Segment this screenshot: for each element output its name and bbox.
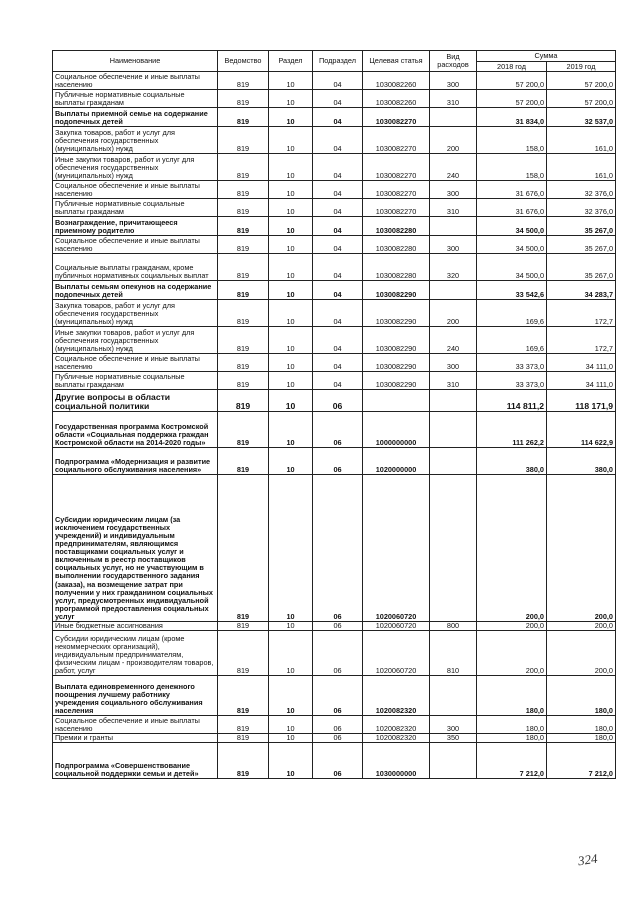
row-value-2018: 200,0 [477, 622, 547, 631]
row-value-2018: 7 212,0 [477, 743, 547, 779]
row-kind: 200 [430, 300, 477, 327]
row-value-2019: 161,0 [547, 127, 616, 154]
table-row [53, 622, 616, 631]
row-kind [430, 217, 477, 236]
row-subsection: 04 [313, 108, 363, 127]
row-kind: 240 [430, 327, 477, 354]
table-row [53, 475, 616, 622]
table-row [53, 743, 616, 779]
row-target: 1030082270 [363, 154, 430, 181]
row-dept: 819 [218, 217, 269, 236]
row-dept: 819 [218, 354, 269, 372]
row-kind: 310 [430, 90, 477, 108]
row-kind: 300 [430, 236, 477, 254]
row-dept: 819 [218, 281, 269, 300]
row-dept: 819 [218, 72, 269, 90]
row-subsection: 04 [313, 254, 363, 281]
row-value-2018: 111 262,2 [477, 412, 547, 448]
row-kind [430, 475, 477, 622]
header-target: Целевая статья [363, 51, 430, 72]
row-subsection: 04 [313, 199, 363, 217]
row-subsection: 04 [313, 217, 363, 236]
row-target: 1030082280 [363, 254, 430, 281]
row-target: 1000000000 [363, 412, 430, 448]
row-value-2019: 114 622,9 [547, 412, 616, 448]
row-value-2018: 33 542,6 [477, 281, 547, 300]
row-target: 1030082280 [363, 217, 430, 236]
table-row [53, 327, 616, 354]
row-subsection: 06 [313, 448, 363, 475]
row-subsection: 04 [313, 354, 363, 372]
row-value-2018: 380,0 [477, 448, 547, 475]
row-section: 10 [269, 631, 313, 676]
row-value-2019: 172,7 [547, 300, 616, 327]
row-subsection: 04 [313, 127, 363, 154]
row-name: Премии и гранты [53, 734, 218, 743]
row-name: Социальное обеспечение и иные выплаты населению [53, 354, 218, 372]
row-section: 10 [269, 412, 313, 448]
row-value-2019: 32 537,0 [547, 108, 616, 127]
row-target: 1030000000 [363, 743, 430, 779]
row-dept: 819 [218, 327, 269, 354]
row-name: Социальное обеспечение и иные выплаты населению [53, 716, 218, 734]
row-name: Социальное обеспечение и иные выплаты населению [53, 181, 218, 199]
row-section: 10 [269, 217, 313, 236]
row-kind: 200 [430, 127, 477, 154]
row-target: 1030082290 [363, 354, 430, 372]
row-kind: 240 [430, 154, 477, 181]
row-section: 10 [269, 327, 313, 354]
row-name: Иные закупки товаров, работ и услуг для обеспечения государственных (муниципальных) нужд [53, 154, 218, 181]
row-dept: 819 [218, 631, 269, 676]
row-subsection: 06 [313, 412, 363, 448]
row-kind [430, 743, 477, 779]
table-row [53, 676, 616, 716]
row-subsection: 06 [313, 734, 363, 743]
row-value-2019: 200,0 [547, 622, 616, 631]
row-name: Выплаты семьям опекунов на содержание подопечных детей [53, 281, 218, 300]
row-name: Публичные нормативные социальные выплаты гражданам [53, 90, 218, 108]
row-subsection: 04 [313, 154, 363, 181]
row-section: 10 [269, 127, 313, 154]
header-2018: 2018 год [477, 62, 547, 72]
row-section: 10 [269, 300, 313, 327]
row-dept: 819 [218, 154, 269, 181]
row-kind: 300 [430, 72, 477, 90]
row-subsection: 06 [313, 622, 363, 631]
row-value-2018: 31 676,0 [477, 199, 547, 217]
row-value-2019: 57 200,0 [547, 72, 616, 90]
table-row [53, 412, 616, 448]
row-kind [430, 390, 477, 412]
header-sum: Сумма [477, 51, 616, 62]
row-target: 1030082270 [363, 199, 430, 217]
row-value-2018: 169,6 [477, 300, 547, 327]
row-section: 10 [269, 72, 313, 90]
row-dept: 819 [218, 622, 269, 631]
table-body [53, 72, 616, 779]
row-section: 10 [269, 390, 313, 412]
row-subsection: 06 [313, 676, 363, 716]
row-target: 1020082320 [363, 734, 430, 743]
row-kind [430, 108, 477, 127]
header-dept: Ведомство [218, 51, 269, 72]
table-row [53, 154, 616, 181]
row-name: Социальное обеспечение и иные выплаты населению [53, 72, 218, 90]
row-kind [430, 281, 477, 300]
header-2019: 2019 год [547, 62, 616, 72]
row-target: 1020060720 [363, 475, 430, 622]
row-dept: 819 [218, 90, 269, 108]
row-dept: 819 [218, 181, 269, 199]
row-value-2018: 31 676,0 [477, 181, 547, 199]
row-target: 1030082290 [363, 300, 430, 327]
row-kind: 810 [430, 631, 477, 676]
row-value-2018: 34 500,0 [477, 236, 547, 254]
row-value-2018: 34 500,0 [477, 217, 547, 236]
row-subsection: 04 [313, 300, 363, 327]
row-value-2018: 200,0 [477, 631, 547, 676]
row-value-2019: 7 212,0 [547, 743, 616, 779]
row-subsection: 04 [313, 281, 363, 300]
row-value-2019: 32 376,0 [547, 181, 616, 199]
row-name: Иные бюджетные ассигнования [53, 622, 218, 631]
row-value-2019: 35 267,0 [547, 254, 616, 281]
row-value-2019: 32 376,0 [547, 199, 616, 217]
row-kind: 320 [430, 254, 477, 281]
row-target: 1020060720 [363, 622, 430, 631]
row-target: 1030082270 [363, 127, 430, 154]
row-kind: 310 [430, 199, 477, 217]
table-row [53, 716, 616, 734]
row-target: 1030082290 [363, 372, 430, 390]
row-value-2019: 34 283,7 [547, 281, 616, 300]
table-row [53, 181, 616, 199]
row-value-2018: 34 500,0 [477, 254, 547, 281]
row-name: Социальные выплаты гражданам, кроме публичных нормативных социальных выплат [53, 254, 218, 281]
row-value-2019: 118 171,9 [547, 390, 616, 412]
table-row [53, 390, 616, 412]
table-row [53, 199, 616, 217]
row-dept: 819 [218, 676, 269, 716]
row-value-2018: 33 373,0 [477, 354, 547, 372]
row-subsection: 06 [313, 475, 363, 622]
row-section: 10 [269, 181, 313, 199]
row-name: Публичные нормативные социальные выплаты гражданам [53, 199, 218, 217]
row-value-2018: 169,6 [477, 327, 547, 354]
row-dept: 819 [218, 448, 269, 475]
row-target: 1020082320 [363, 716, 430, 734]
row-name: Закупка товаров, работ и услуг для обеспечения государственных (муниципальных) нужд [53, 127, 218, 154]
row-value-2018: 57 200,0 [477, 72, 547, 90]
row-value-2018: 158,0 [477, 127, 547, 154]
row-value-2019: 34 111,0 [547, 372, 616, 390]
row-dept: 819 [218, 108, 269, 127]
row-name: Государственная программа Костромской области «Социальная поддержка граждан Костромской области на 2014-2020 годы» [53, 412, 218, 448]
row-subsection: 06 [313, 390, 363, 412]
table-row [53, 372, 616, 390]
row-value-2018: 31 834,0 [477, 108, 547, 127]
row-name: Социальное обеспечение и иные выплаты населению [53, 236, 218, 254]
row-value-2018: 180,0 [477, 676, 547, 716]
row-section: 10 [269, 475, 313, 622]
row-section: 10 [269, 372, 313, 390]
row-subsection: 04 [313, 236, 363, 254]
row-kind: 800 [430, 622, 477, 631]
row-target: 1030082270 [363, 108, 430, 127]
row-subsection: 04 [313, 72, 363, 90]
row-dept: 819 [218, 743, 269, 779]
row-kind: 300 [430, 181, 477, 199]
row-name: Другие вопросы в области социальной политики [53, 390, 218, 412]
row-subsection: 06 [313, 631, 363, 676]
row-section: 10 [269, 716, 313, 734]
row-value-2018: 200,0 [477, 475, 547, 622]
row-name: Подпрограмма «Модернизация и развитие социального обслуживания населения» [53, 448, 218, 475]
row-target: 1020082320 [363, 676, 430, 716]
row-dept: 819 [218, 127, 269, 154]
row-dept: 819 [218, 716, 269, 734]
row-section: 10 [269, 108, 313, 127]
row-dept: 819 [218, 254, 269, 281]
row-name: Выплаты приемной семье на содержание подопечных детей [53, 108, 218, 127]
table-row [53, 354, 616, 372]
row-dept: 819 [218, 236, 269, 254]
row-value-2019: 57 200,0 [547, 90, 616, 108]
row-value-2018: 57 200,0 [477, 90, 547, 108]
row-section: 10 [269, 90, 313, 108]
row-value-2018: 33 373,0 [477, 372, 547, 390]
table-header [53, 51, 616, 72]
header-kind: Вид расходов [430, 51, 477, 72]
row-section: 10 [269, 676, 313, 716]
row-name: Выплата единовременного денежного поощрения лучшему работнику учреждения социального обслуживания населения [53, 676, 218, 716]
row-kind: 350 [430, 734, 477, 743]
row-subsection: 06 [313, 743, 363, 779]
table-row [53, 236, 616, 254]
table-row [53, 127, 616, 154]
row-target: 1030082260 [363, 72, 430, 90]
row-target [363, 390, 430, 412]
row-kind: 300 [430, 716, 477, 734]
row-kind [430, 412, 477, 448]
row-section: 10 [269, 448, 313, 475]
row-section: 10 [269, 281, 313, 300]
row-name: Публичные нормативные социальные выплаты гражданам [53, 372, 218, 390]
row-value-2018: 158,0 [477, 154, 547, 181]
row-name: Подпрограмма «Совершенствование социальной поддержки семьи и детей» [53, 743, 218, 779]
row-value-2019: 172,7 [547, 327, 616, 354]
row-section: 10 [269, 743, 313, 779]
table-row [53, 631, 616, 676]
table-row [53, 734, 616, 743]
row-value-2019: 200,0 [547, 475, 616, 622]
row-dept: 819 [218, 300, 269, 327]
row-kind [430, 448, 477, 475]
row-target: 1030082290 [363, 281, 430, 300]
row-target: 1030082260 [363, 90, 430, 108]
row-target: 1020000000 [363, 448, 430, 475]
row-target: 1030082270 [363, 181, 430, 199]
row-section: 10 [269, 734, 313, 743]
row-section: 10 [269, 154, 313, 181]
header-subsection: Подраздел [313, 51, 363, 72]
row-kind [430, 676, 477, 716]
row-name: Вознаграждение, причитающееся приемному родителю [53, 217, 218, 236]
table-row [53, 108, 616, 127]
table-row [53, 448, 616, 475]
row-section: 10 [269, 622, 313, 631]
row-value-2019: 35 267,0 [547, 217, 616, 236]
row-section: 10 [269, 199, 313, 217]
row-section: 10 [269, 254, 313, 281]
row-value-2019: 34 111,0 [547, 354, 616, 372]
row-subsection: 04 [313, 327, 363, 354]
row-kind: 310 [430, 372, 477, 390]
row-value-2018: 114 811,2 [477, 390, 547, 412]
table-row [53, 90, 616, 108]
row-dept: 819 [218, 372, 269, 390]
row-target: 1030082280 [363, 236, 430, 254]
row-value-2019: 180,0 [547, 716, 616, 734]
row-value-2019: 180,0 [547, 676, 616, 716]
row-subsection: 04 [313, 181, 363, 199]
row-value-2019: 380,0 [547, 448, 616, 475]
row-dept: 819 [218, 734, 269, 743]
row-name: Субсидии юридическим лицам (за исключением государственных учреждений) и индивидуальным предпринимателям, являющимся поставщиками социальных услуг и включенным в реестр поставщиков социальных услуг, но не участвующим в выполнении государственного задания (заказа), на возмещение затрат при получении у них гражданином социальных услуг, предусмотренных индивидуальной программой предоставления социальных услуг [53, 475, 218, 622]
row-section: 10 [269, 236, 313, 254]
row-dept: 819 [218, 199, 269, 217]
page-mark: 324 [576, 850, 599, 869]
row-value-2019: 180,0 [547, 734, 616, 743]
row-dept: 819 [218, 475, 269, 622]
row-kind: 300 [430, 354, 477, 372]
table-row [53, 300, 616, 327]
row-dept: 819 [218, 412, 269, 448]
row-target: 1030082290 [363, 327, 430, 354]
table-row [53, 254, 616, 281]
header-section: Раздел [269, 51, 313, 72]
row-dept: 819 [218, 390, 269, 412]
row-subsection: 06 [313, 716, 363, 734]
row-target: 1020060720 [363, 631, 430, 676]
row-value-2018: 180,0 [477, 716, 547, 734]
row-subsection: 04 [313, 372, 363, 390]
row-name: Иные закупки товаров, работ и услуг для обеспечения государственных (муниципальных) нужд [53, 327, 218, 354]
row-name: Закупка товаров, работ и услуг для обеспечения государственных (муниципальных) нужд [53, 300, 218, 327]
table-row [53, 281, 616, 300]
row-value-2018: 180,0 [477, 734, 547, 743]
table-row [53, 72, 616, 90]
row-value-2019: 161,0 [547, 154, 616, 181]
row-name: Субсидии юридическим лицам (кроме некоммерческих организаций), индивидуальным предпринимателям, физическим лицам - производителям товаров, работ, услуг [53, 631, 218, 676]
row-section: 10 [269, 354, 313, 372]
budget-table [52, 50, 616, 779]
table-row [53, 217, 616, 236]
row-subsection: 04 [313, 90, 363, 108]
row-value-2019: 35 267,0 [547, 236, 616, 254]
header-name: Наименование [53, 51, 218, 72]
row-value-2019: 200,0 [547, 631, 616, 676]
